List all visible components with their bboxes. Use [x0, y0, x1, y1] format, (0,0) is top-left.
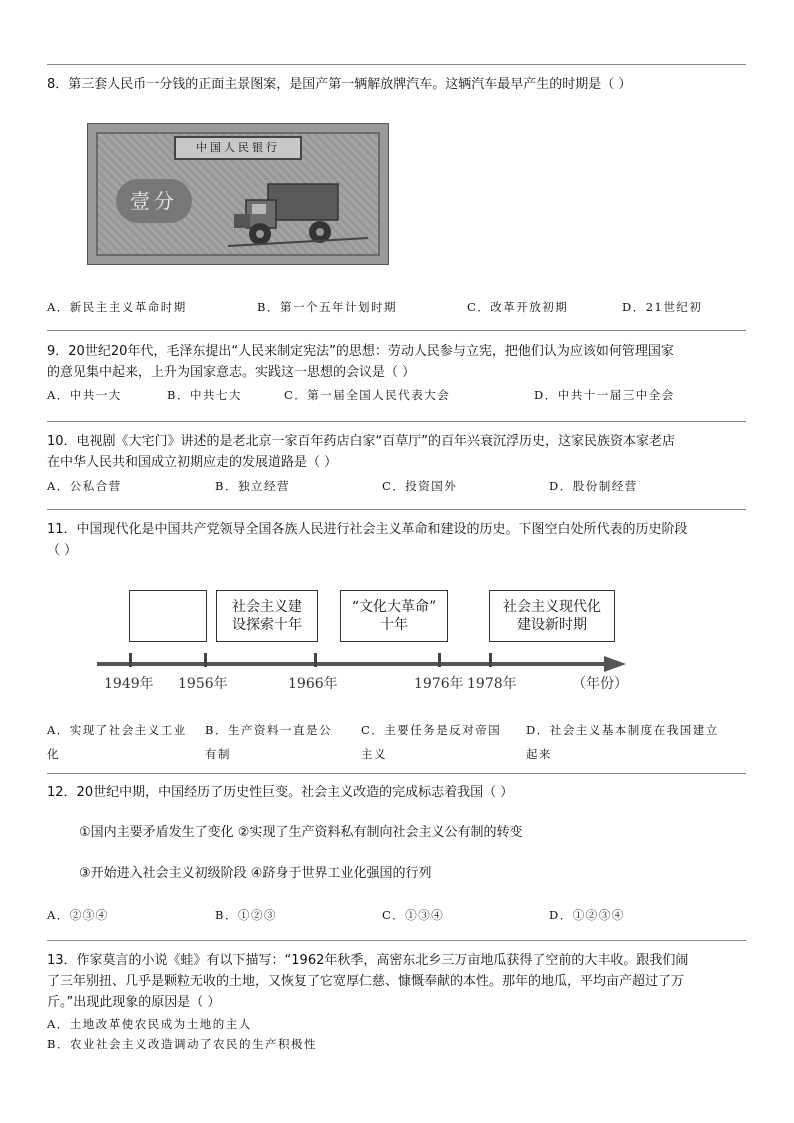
- box-text: 建设新时期: [517, 617, 587, 633]
- statement-line: ①国内主要矛盾发生了变化 ②实现了生产资料私有制向社会主义公有制的转变: [79, 825, 523, 840]
- option-c[interactable]: C．①③④: [382, 908, 445, 922]
- box-text: 设探索十年: [232, 617, 302, 633]
- year-label: 1956年: [178, 676, 228, 692]
- timeline-box-new-era: [489, 590, 615, 642]
- option-d[interactable]: D．①②③④: [549, 908, 625, 922]
- divider: [47, 509, 746, 510]
- option-c[interactable]: C．改革开放初期: [467, 300, 569, 314]
- option-c[interactable]: C．主要任务是反对帝国 主义: [361, 723, 502, 761]
- option-d[interactable]: D．中共十一届三中全会: [534, 388, 675, 402]
- divider: [47, 940, 746, 941]
- option-a[interactable]: A．土地改革使农民成为土地的主人: [47, 1017, 252, 1031]
- question-stem-line: 9．20世纪20年代，毛泽东提出“人民来制定宪法”的思想：劳动人民参与立宪，把他们认为应该如何管理国家: [47, 344, 674, 359]
- option-b[interactable]: B．农业社会主义改造调动了农民的生产积极性: [47, 1037, 317, 1051]
- year-label: 1949年: [104, 676, 154, 692]
- timeline-tick: [204, 653, 207, 667]
- box-text: 社会主义建: [232, 599, 302, 615]
- option-a[interactable]: A．中共一大: [47, 388, 122, 402]
- option-a[interactable]: A．新民主主义革命时期: [47, 300, 187, 314]
- question-13: [47, 950, 747, 1052]
- question-stem-line: 11．中国现代化是中国共产党领导全国各族人民进行社会主义革命和建设的历史。下图空白处所代表的历史阶段: [47, 522, 688, 537]
- box-text: 十年: [380, 617, 408, 633]
- statement-line: ③开始进入社会主义初级阶段 ④跻身于世界工业化强国的行列: [79, 866, 432, 881]
- year-label: 1976年: [414, 676, 464, 692]
- divider: [47, 421, 746, 422]
- question-stem-line: 13．作家莫言的小说《蛙》有以下描写：“1962年秋季，高密东北乡三万亩地瓜获得了空前的大丰收。跟我们闹: [47, 953, 689, 968]
- question-stem-line: 斤。”出现此现象的原因是（ ）: [47, 995, 221, 1010]
- option-c[interactable]: C．投资国外: [382, 479, 458, 493]
- banknote-header: 中国人民银行: [174, 136, 302, 160]
- question-11-options: [47, 720, 747, 760]
- question-11: [47, 519, 747, 561]
- option-b[interactable]: B．①②③: [215, 908, 277, 922]
- option-d[interactable]: D．股份制经营: [549, 479, 638, 493]
- truck-illustration: [228, 164, 368, 254]
- option-d[interactable]: D．21世纪初: [622, 300, 703, 314]
- option-a[interactable]: A．公私合营: [47, 479, 122, 493]
- question-stem-line: 10．电视剧《大宅门》讲述的是老北京一家百年药店白家“百草厅”的百年兴衰沉浮历史，这家民族资本家老店: [47, 434, 676, 449]
- question-stem-line: （ ）: [47, 543, 78, 558]
- year-label: 1978年: [467, 676, 517, 692]
- question-12: [47, 782, 747, 923]
- option-d[interactable]: D．社会主义基本制度在我国建立 起来: [526, 723, 719, 761]
- timeline-axis: [97, 662, 607, 666]
- option-b[interactable]: B．生产资料一直是公 有制: [205, 723, 332, 761]
- question-stem-line: 了三年别扭、几乎是颗粒无收的土地，又恢复了它宽厚仁慈、慷慨奉献的本性。那年的地瓜，平均亩产超过了万: [47, 974, 685, 989]
- question-8: [47, 74, 747, 95]
- timeline-box-blank: [129, 590, 207, 642]
- box-text: 社会主义现代化: [503, 599, 601, 615]
- axis-unit-label: （年份）: [572, 676, 628, 692]
- arrow-right-icon: [604, 656, 626, 672]
- option-b[interactable]: B．独立经营: [215, 479, 290, 493]
- timeline-box-cultural-revolution: [340, 590, 448, 642]
- divider: [47, 773, 746, 774]
- question-stem-line: 的意见集中起来，上升为国家意志。实践这一思想的会议是（ ）: [47, 365, 416, 380]
- divider: [47, 64, 746, 65]
- timeline-tick: [438, 653, 441, 667]
- timeline-tick: [129, 653, 132, 667]
- question-8-options: [47, 297, 747, 315]
- banknote-denomination: 壹分: [116, 179, 192, 223]
- box-text: “文化大革命”: [351, 599, 437, 615]
- option-a[interactable]: A．②③④: [47, 908, 109, 922]
- history-timeline: [92, 583, 632, 703]
- timeline-box-exploration: [216, 590, 318, 642]
- question-10: [47, 431, 747, 494]
- option-c[interactable]: C．第一届全国人民代表大会: [284, 388, 451, 402]
- option-b[interactable]: B．中共七大: [167, 388, 242, 402]
- question-stem: 8．第三套人民币一分钱的正面主景图案，是国产第一辆解放牌汽车。这辆汽车最早产生的时期是（ ）: [47, 77, 632, 92]
- question-stem: 12．20世纪中期，中国经历了历史性巨变。社会主义改造的完成标志着我国（ ）: [47, 785, 514, 800]
- banknote-image: [87, 123, 389, 265]
- year-label: 1966年: [288, 676, 338, 692]
- option-a[interactable]: A．实现了社会主义工业 化: [47, 723, 187, 761]
- question-stem-line: 在中华人民共和国成立初期应走的发展道路是（ ）: [47, 455, 338, 470]
- question-9: [47, 341, 747, 403]
- timeline-tick: [489, 653, 492, 667]
- timeline-tick: [314, 653, 317, 667]
- divider: [47, 330, 746, 331]
- option-b[interactable]: B．第一个五年计划时期: [257, 300, 397, 314]
